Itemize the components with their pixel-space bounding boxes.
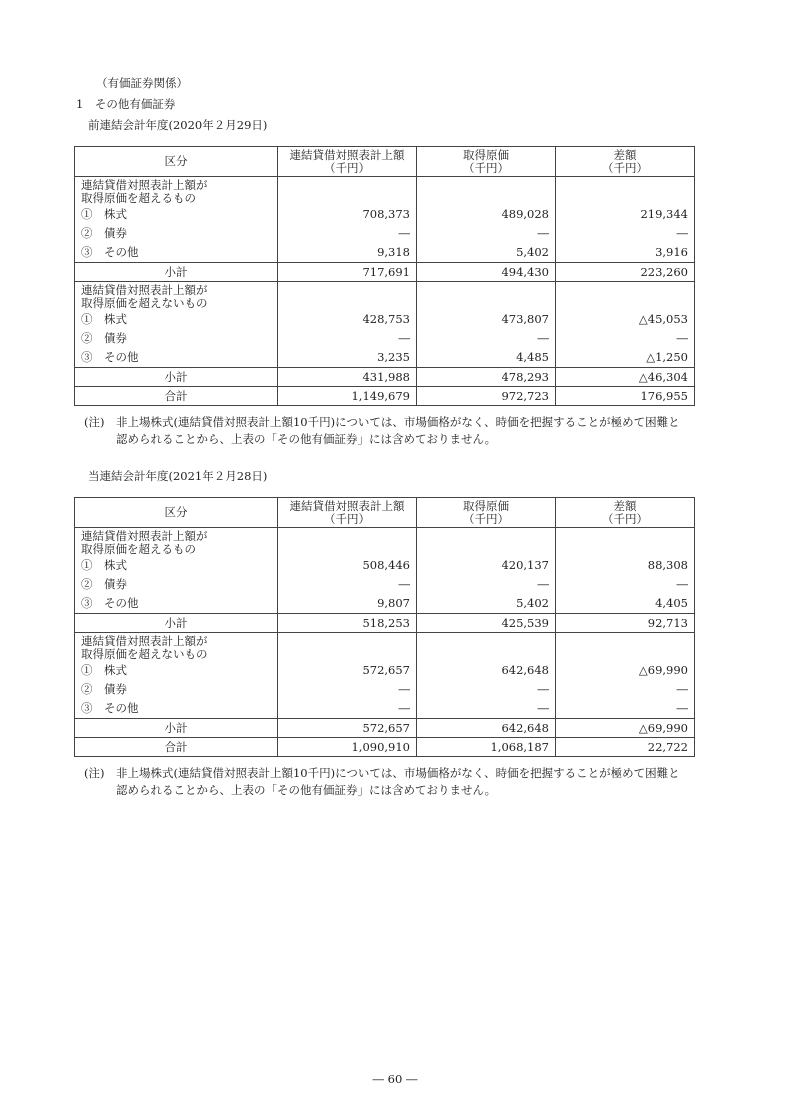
group-exceed-row [75,177,695,263]
group-exceed-row: 連結貸借対照表計上額が 取得原価を超えるもの ① 株式 ② 債券 ③ その他 508,446 ― 9,807 420,137 ― 5,402 88,308 ― 4,405 [75,528,695,614]
prev-securities-table [74,146,695,406]
prev-footnote: (注) 非上場株式(連結貸借対照表計上額10千円)については、市場価格がなく、時価を把握することが極めて困難と 認められることから、上表の「その他有価証券」には含めておりません。 [84,415,680,446]
subtotal-row: 小計 518,253 425,539 92,713 [75,614,695,633]
group-not-exceed-row: 連結貸借対照表計上額が 取得原価を超えないもの ① 株式 ② 債券 ③ その他 428,753 ― 3,235 473,807 ― 4,485 △45,053 ― △1,250 [75,282,695,368]
subsection-heading: 1 その他有価証券 [76,97,176,111]
header-book-value: 連結貸借対照表計上額 （千円） [278,498,417,528]
total-row: 合計 1,149,679 972,723 176,955 [75,387,695,406]
item-label-stock: ① 株式 [81,207,127,221]
header-cost: 取得原価 （千円） [417,498,556,528]
curr-securities-table [74,497,695,757]
curr-footnote: (注) 非上場株式(連結貸借対照表計上額10千円)については、市場価格がなく、時価を把握することが極めて困難と 認められることから、上表の「その他有価証券」には含めておりません。 [84,766,680,797]
col-cost: 489,028 ― 5,402 [417,177,556,263]
table-header-row [75,147,695,177]
prev-period-heading: 前連結会計年度(2020年２月29日) [88,118,268,132]
col-difference: 219,344 ― 3,916 [556,177,695,263]
item-label-bond: ② 債券 [81,226,127,240]
col-book-value: 708,373 ― 9,318 [278,177,417,263]
header-difference: 差額 （千円） [556,498,695,528]
header-difference: 差額 （千円） [556,147,695,177]
subtotal-row: 小計 717,691 494,430 223,260 [75,263,695,282]
header-category: 区分 [75,147,278,177]
group-not-exceed-labels: 連結貸借対照表計上額が 取得原価を超えないもの ① 株式 ② 債券 ③ その他 [75,282,278,368]
header-category: 区分 [75,498,278,528]
group-not-exceed-row: 連結貸借対照表計上額が 取得原価を超えないもの ① 株式 ② 債券 ③ その他 572,657 ― ― 642,648 ― ― △69,990 ― ― [75,633,695,719]
section-heading: （有価証券関係） [96,76,188,90]
item-label-other: ③ その他 [81,245,139,259]
page-number: ― 60 ― [372,1072,418,1086]
table-header-row [75,498,695,528]
header-book-value: 連結貸借対照表計上額 （千円） [278,147,417,177]
subtotal-row: 小計 431,988 478,293 △46,304 [75,368,695,387]
curr-period-heading: 当連結会計年度(2021年２月28日) [88,469,268,483]
group-exceed-labels: 連結貸借対照表計上額が 取得原価を超えるもの ① 株式 ② 債券 ③ その他 [75,177,278,263]
subtotal-row: 小計 572,657 642,648 △69,990 [75,719,695,738]
total-row: 合計 1,090,910 1,068,187 22,722 [75,738,695,757]
header-cost: 取得原価 （千円） [417,147,556,177]
